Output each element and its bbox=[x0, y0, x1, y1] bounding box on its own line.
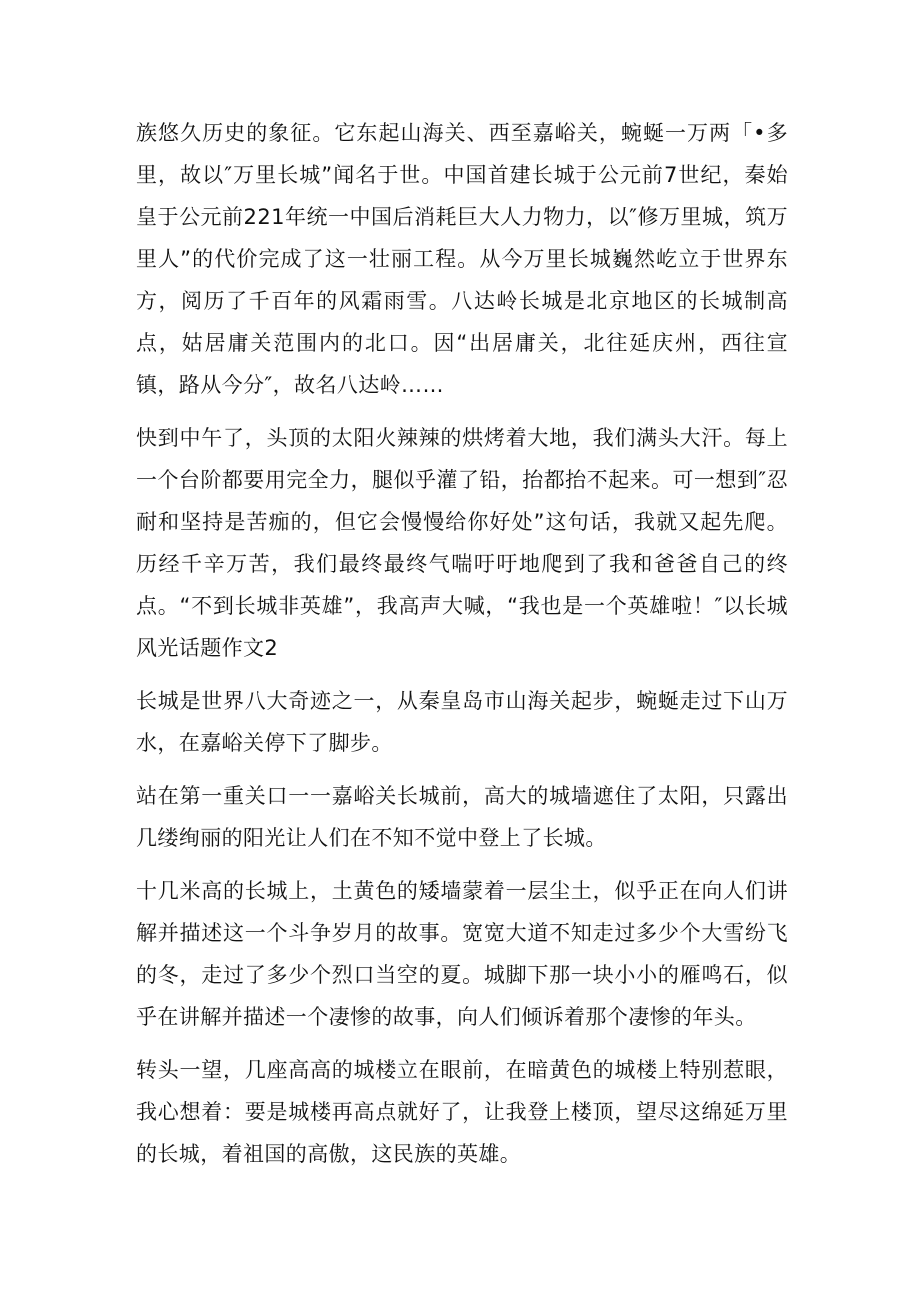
paragraph-3: 长城是世界八大奇迹之一，从秦皇岛市山海关起步，蜿蜒走过下山万水，在嘉峪关停下了脚步。 bbox=[136, 689, 788, 755]
paragraph-1: 族悠久历史的象征。它东起山海关、西至嘉峪关，蜿蜒一万两「•多里，故以″万里长城”闻名于世。中国首建长城于公元前7世纪，秦始皇于公元前221年统一中国后消耗巨大人力物力，以″修万里城，筑万里人”的代价完成了这一壮丽工程。从今万里长城巍然屹立于世界东方，阅历了千百年的风霜雨雪。八达岭长城是北京地区的长城制高点，姑居庸关范围内的北口。因“出居庸关，北往延庆州，西往宣镇，路从今分″，故名八达岭…… bbox=[136, 121, 788, 397]
paragraph-5: 十几米高的长城上，土黄色的矮墙蒙着一层尘土，似乎正在向人们讲解并描述这一个斗争岁月的故事。宽宽大道不知走过多少个大雪纷飞的冬，走过了多少个烈口当空的夏。城脚下那一块小小的雁鸣石，似乎在讲解并描述一个凄惨的故事，向人们倾诉着那个凄惨的年头。 bbox=[136, 879, 788, 1029]
document-body bbox=[136, 112, 788, 1186]
paragraph-6: 转头一望，几座高高的城楼立在眼前，在暗黄色的城楼上特别惹眼，我心想着：要是城楼再高点就好了，让我登上楼顶，望尽这绵延万里的长城，着祖国的高傲，这民族的英雄。 bbox=[136, 1058, 788, 1166]
paragraph-4: 站在第一重关口一一嘉峪关长城前，高大的城墙遮住了太阳，只露出几缕绚丽的阳光让人们在不知不觉中登上了长城。 bbox=[136, 784, 788, 850]
paragraph-2: 快到中午了，头顶的太阳火辣辣的烘烤着大地，我们满头大汗。每上一个台阶都要用完全力，腿似乎灌了铅，抬都抬不起来。可一想到″忍耐和坚持是苦痂的，但它会慢慢给你好处”这句话，我就又起先爬。历经千辛万苦，我们最终最终气喘吁吁地爬到了我和爸爸自己的终点。“不到长城非英雄”，我高声大喊，“我也是一个英雄啦！″以长城风光话题作文2 bbox=[136, 426, 788, 660]
